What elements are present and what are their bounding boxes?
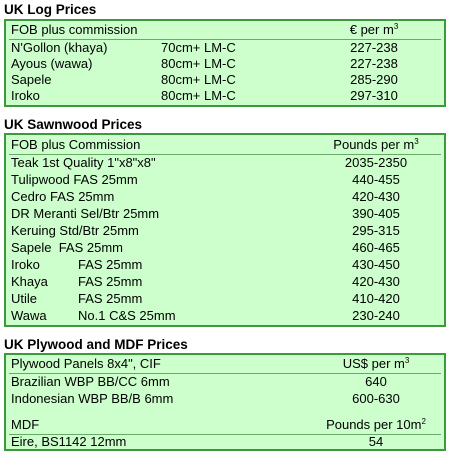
table-row: Cedro FAS 25mm 420-430 [11, 189, 400, 204]
table-row: N'Gollon (khaya) 70cm+ LM-C 227-238 [11, 40, 398, 55]
table-row: Sapele 80cm+ LM-C 285-290 [11, 72, 398, 87]
table-row: Utile FAS 25mm 410-420 [11, 291, 400, 306]
sawn-header-unit: Pounds per $m^3$ [333, 137, 419, 152]
table-row: Khaya FAS 25mm 420-430 [11, 274, 400, 289]
table-row: Tulipwood FAS 25mm 440-455 [11, 172, 400, 187]
table-row: Iroko 80cm+ LM-C 297-310 [11, 88, 398, 103]
sawnwood-prices-table [4, 133, 446, 327]
table-row: Teak 1st Quality 1"x8"x8" 2035-2350 [11, 155, 408, 170]
sawn-header-label: FOB plus Commission [11, 137, 141, 152]
table-row: Iroko FAS 25mm 430-450 [11, 257, 400, 272]
sawnwood-prices-title: UK Sawnwood Prices [4, 117, 143, 132]
log-prices-table [4, 19, 446, 107]
mdf-header-unit: Pounds per $10m^2$ [326, 417, 426, 432]
table-row: Keruing Std/Btr 25mm 295-315 [11, 223, 400, 238]
table-row: Ayous (wawa) 80cm+ LM-C 227-238 [11, 56, 398, 71]
plywood-mdf-prices-table [4, 353, 446, 451]
table-row: Eire, BS1142 12mm 54 [11, 434, 384, 449]
mdf-header-row [6, 417, 444, 433]
log-prices-title: UK Log Prices [4, 2, 97, 17]
table-row: Brazilian WBP BB/CC 6mm 640 [11, 374, 387, 389]
table-row: Sapele FAS 25mm 460-465 [11, 240, 400, 255]
ply-header-unit: US$ per $m^3$ [342, 356, 410, 371]
sawn-header-row [6, 137, 444, 153]
ply-header-label: Plywood Panels 8x4", CIF [11, 356, 161, 371]
table-row: Indonesian WBP BB/B 6mm 600-630 [11, 391, 400, 406]
log-header-unit: € per $m^3$ [349, 22, 399, 37]
mdf-header-label: MDF [11, 417, 40, 432]
log-header-row [6, 22, 444, 38]
plywood-mdf-prices-title: UK Plywood and MDF Prices [4, 337, 188, 352]
log-header-label: FOB plus commission [11, 22, 138, 37]
ply-header-row [6, 356, 444, 372]
table-row: Wawa No.1 C&S 25mm 230-240 [11, 308, 400, 323]
table-row: DR Meranti Sel/Btr 25mm 390-405 [11, 206, 400, 221]
